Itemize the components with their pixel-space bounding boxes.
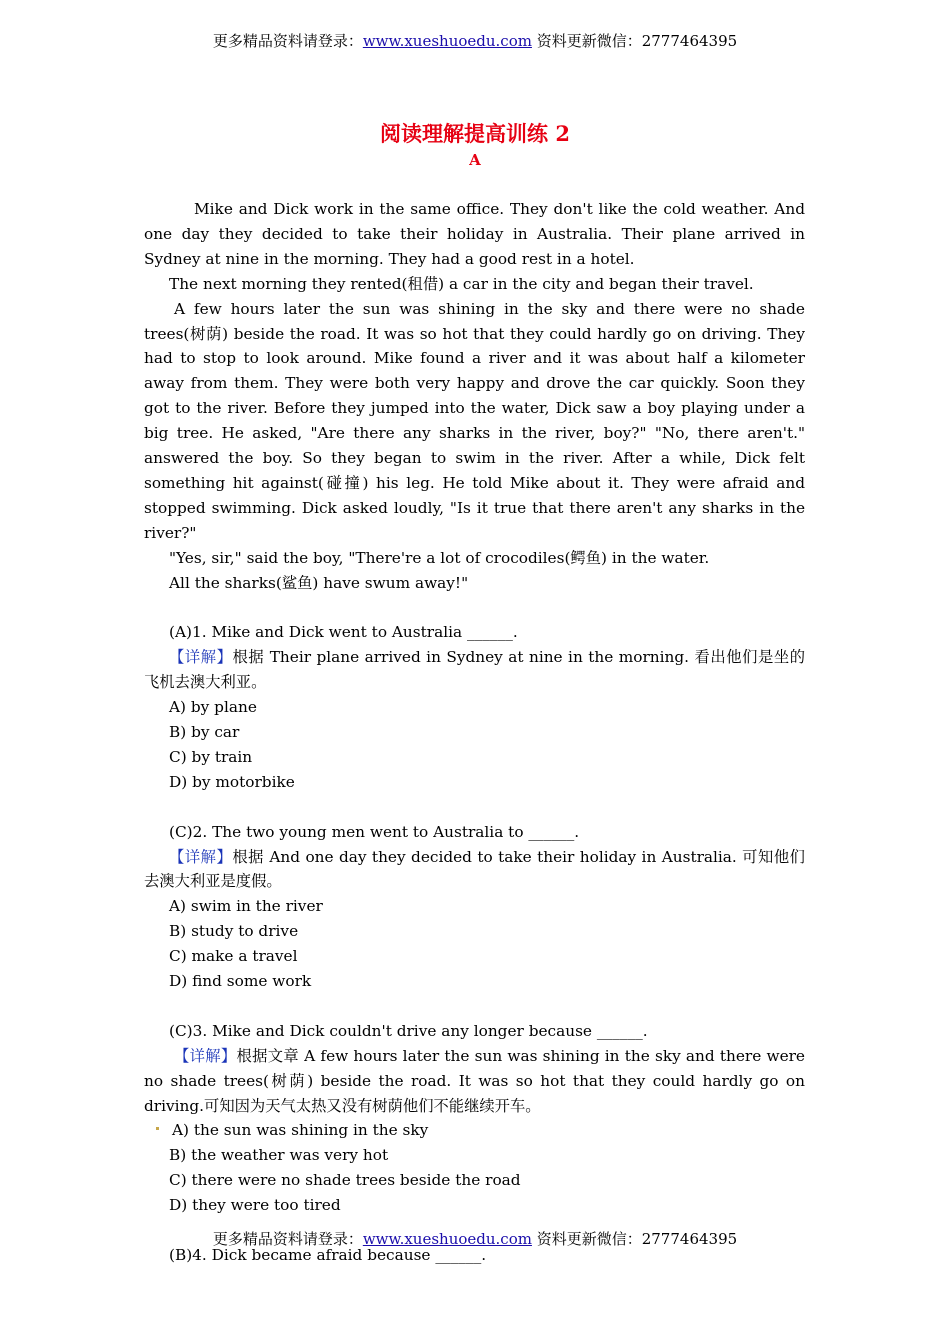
explanation-text: 根据 And one day they decided to take their holiday in Australia. 可知他们去澳大利亚是度假。	[144, 847, 805, 891]
spacer	[144, 795, 805, 820]
document-body	[144, 197, 805, 1268]
footer-link[interactable]: www.xueshuoedu.com	[362, 1230, 532, 1248]
spacer	[144, 596, 805, 621]
question-1-option-d: D) by motorbike	[169, 772, 295, 791]
explanation-text: 根据文章 A few hours later the sun was shining in the sky and there were no shade trees(树荫) beside the road. It was so hot that they could hardly go on driving.可知因为天气太热又没有树荫他们不能继续开车。	[144, 1046, 805, 1115]
bullet-dot	[156, 1127, 159, 1130]
question-1-explanation	[144, 645, 805, 695]
header-link[interactable]: www.xueshuoedu.com	[362, 32, 532, 50]
explanation-text: 根据 Their plane arrived in Sydney at nine in the morning. 看出他们是坐的飞机去澳大利亚。	[144, 648, 805, 692]
passage-paragraph-1: Mike and Dick work in the same office. They don't like the cold weather. And one day they decided to take their holiday in Australia. Their plane arrived in Sydney at nine in the morning. They had a good rest in a hotel.	[144, 200, 805, 268]
explanation-tag: 【详解】	[169, 847, 233, 866]
passage-paragraph-3: A few hours later the sun was shining in the sky and there were no shade trees(树荫) beside the road. It was so hot that they could hardly go on driving. They had to stop to look around. Mike found a river and it was about half a kilometer away from them. They were both very happy and drove the car quickly. Soon they got to the river. Before they jumped into the water, Dick saw a boy playing under a big tree. He asked, "Are there any sharks in the river, boy?" "No, there aren't." answered the boy. So they began to swim in the river. After a while, Dick felt something hit against(碰撞) his leg. He told Mike about it. They were afraid and stopped swimming. Dick asked loudly, "Is it true that there aren't any sharks in the river?"	[144, 299, 805, 542]
passage-paragraph-5: All the sharks(鲨鱼) have swum away!"	[169, 573, 469, 592]
footer-suffix: 资料更新微信：2777464395	[531, 1230, 738, 1248]
question-2-option-a: A) swim in the river	[169, 897, 323, 916]
question-1-stem: (A)1. Mike and Dick went to Australia ______.	[169, 623, 518, 642]
header-suffix: 资料更新微信：2777464395	[531, 32, 738, 50]
question-3-option-a	[144, 1118, 805, 1143]
question-1-option-b: B) by car	[169, 723, 240, 742]
question-3-option-d: D) they were too tired	[169, 1196, 341, 1215]
document-title: 阅读理解提高训练 2	[380, 121, 570, 146]
question-3-stem: (C)3. Mike and Dick couldn't drive any longer because ______.	[169, 1021, 648, 1040]
passage-paragraph-4: "Yes, sir," said the boy, "There're a lot of crocodiles(鳄鱼) in the water.	[169, 548, 710, 567]
question-3-option-b: B) the weather was very hot	[169, 1146, 389, 1165]
option-text: A) the sun was shining in the sky	[172, 1121, 429, 1140]
question-1-option-c: C) by train	[169, 747, 253, 766]
passage-paragraph-2: The next morning they rented(租借) a car in the city and began their travel.	[169, 274, 754, 293]
question-2-option-d: D) find some work	[169, 972, 312, 991]
question-2-stem: (C)2. The two young men went to Australia to ______.	[169, 822, 580, 841]
question-3-option-c: C) there were no shade trees beside the road	[169, 1171, 521, 1190]
explanation-tag: 【详解】	[169, 648, 233, 667]
explanation-tag: 【详解】	[174, 1046, 237, 1065]
question-2-option-c: C) make a travel	[169, 947, 298, 966]
spacer	[144, 994, 805, 1019]
question-2-explanation	[144, 845, 805, 895]
question-1-option-a: A) by plane	[169, 698, 257, 717]
page-footer	[0, 1229, 950, 1249]
header-prefix: 更多精品资料请登录：	[212, 32, 363, 50]
question-3-explanation	[144, 1044, 805, 1119]
footer-prefix: 更多精品资料请登录：	[212, 1230, 363, 1248]
question-2-option-b: B) study to drive	[169, 922, 299, 941]
section-label: A	[469, 151, 481, 169]
page-header	[0, 31, 950, 51]
question-4-stem: (B)4. Dick became afraid because ______.	[169, 1246, 487, 1264]
